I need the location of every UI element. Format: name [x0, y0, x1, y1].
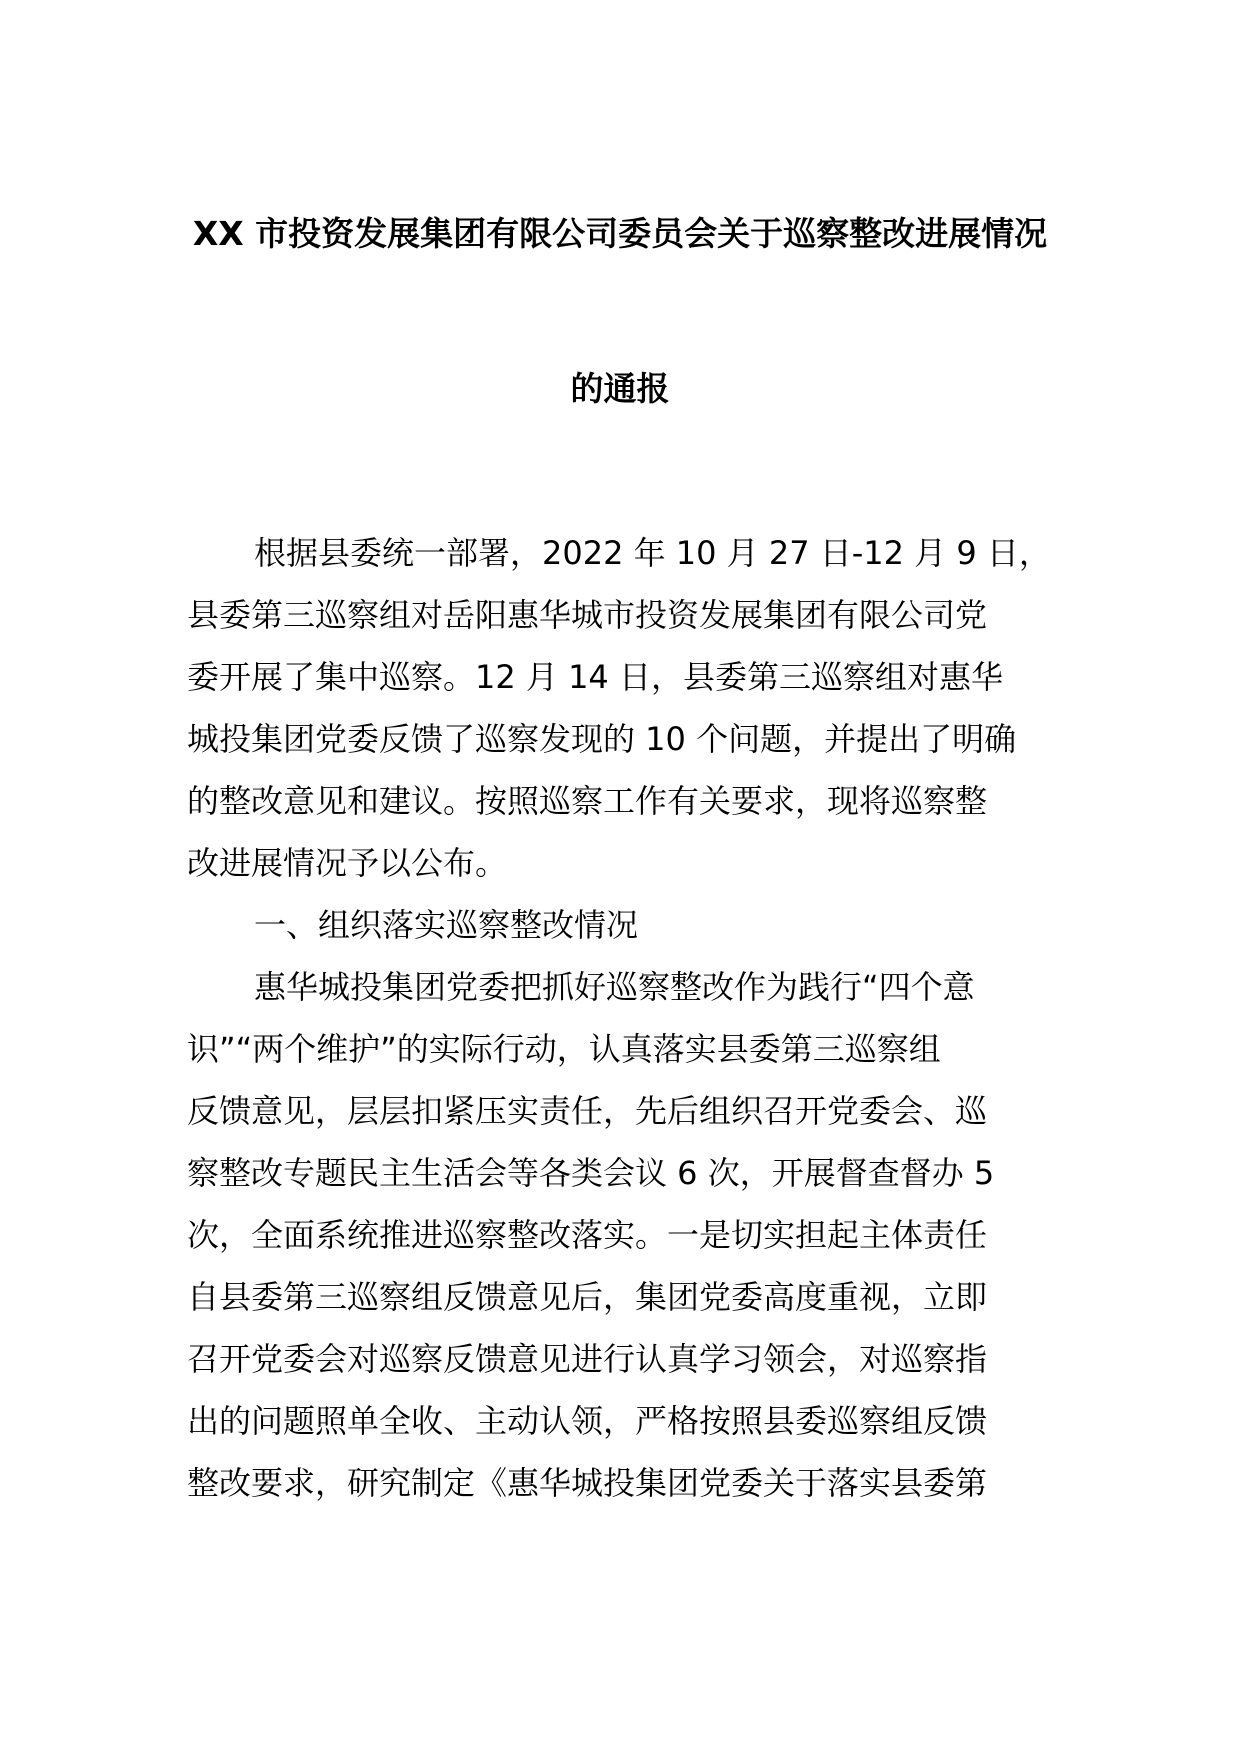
paragraph-2-line-2: 识”“两个维护”的实际行动，认真落实县委第三巡察组	[187, 1030, 941, 1068]
paragraph-2-line-4: 察整改专题民主生活会等各类会议 6 次，开展督查督办 5	[187, 1154, 995, 1192]
paragraph-2-line-8: 出的问题照单全收、主动认领，严格按照县委巡察组反馈	[187, 1402, 988, 1440]
section-heading-1: 一、组织落实巡察整改情况	[254, 906, 639, 944]
paragraph-1-line-2: 县委第三巡察组对岳阳惠华城市投资发展集团有限公司党	[187, 596, 988, 634]
document-title-line-2: 的通报	[570, 369, 670, 408]
paragraph-1-line-4: 城投集团党委反馈了巡察发现的 10 个问题，并提出了明确	[187, 720, 1017, 758]
paragraph-2-line-9: 整改要求，研究制定《惠华城投集团党委关于落实县委第	[187, 1464, 988, 1502]
paragraph-1-line-6: 改进展情况予以公布。	[187, 844, 508, 882]
document-title-line-1: XX 市投资发展集团有限公司委员会关于巡察整改进展情况	[192, 214, 1048, 253]
paragraph-2-line-3: 反馈意见，层层扣紧压实责任，先后组织召开党委会、巡	[187, 1092, 988, 1130]
paragraph-1-line-1: 根据县委统一部署，2022 年 10 月 27 日-12 月 9 日，	[254, 534, 1051, 572]
paragraph-2-line-6: 自县委第三巡察组反馈意见后，集团党委高度重视，立即	[187, 1278, 988, 1316]
paragraph-1-line-5: 的整改意见和建议。按照巡察工作有关要求，现将巡察整	[187, 782, 988, 820]
paragraph-2-line-5: 次，全面系统推进巡察整改落实。一是切实担起主体责任	[187, 1216, 988, 1254]
paragraph-2-line-7: 召开党委会对巡察反馈意见进行认真学习领会，对巡察指	[187, 1340, 988, 1378]
paragraph-2-line-1: 惠华城投集团党委把抓好巡察整改作为践行“四个意	[254, 968, 975, 1006]
paragraph-1-line-3: 委开展了集中巡察。12 月 14 日，县委第三巡察组对惠华	[187, 658, 1003, 696]
